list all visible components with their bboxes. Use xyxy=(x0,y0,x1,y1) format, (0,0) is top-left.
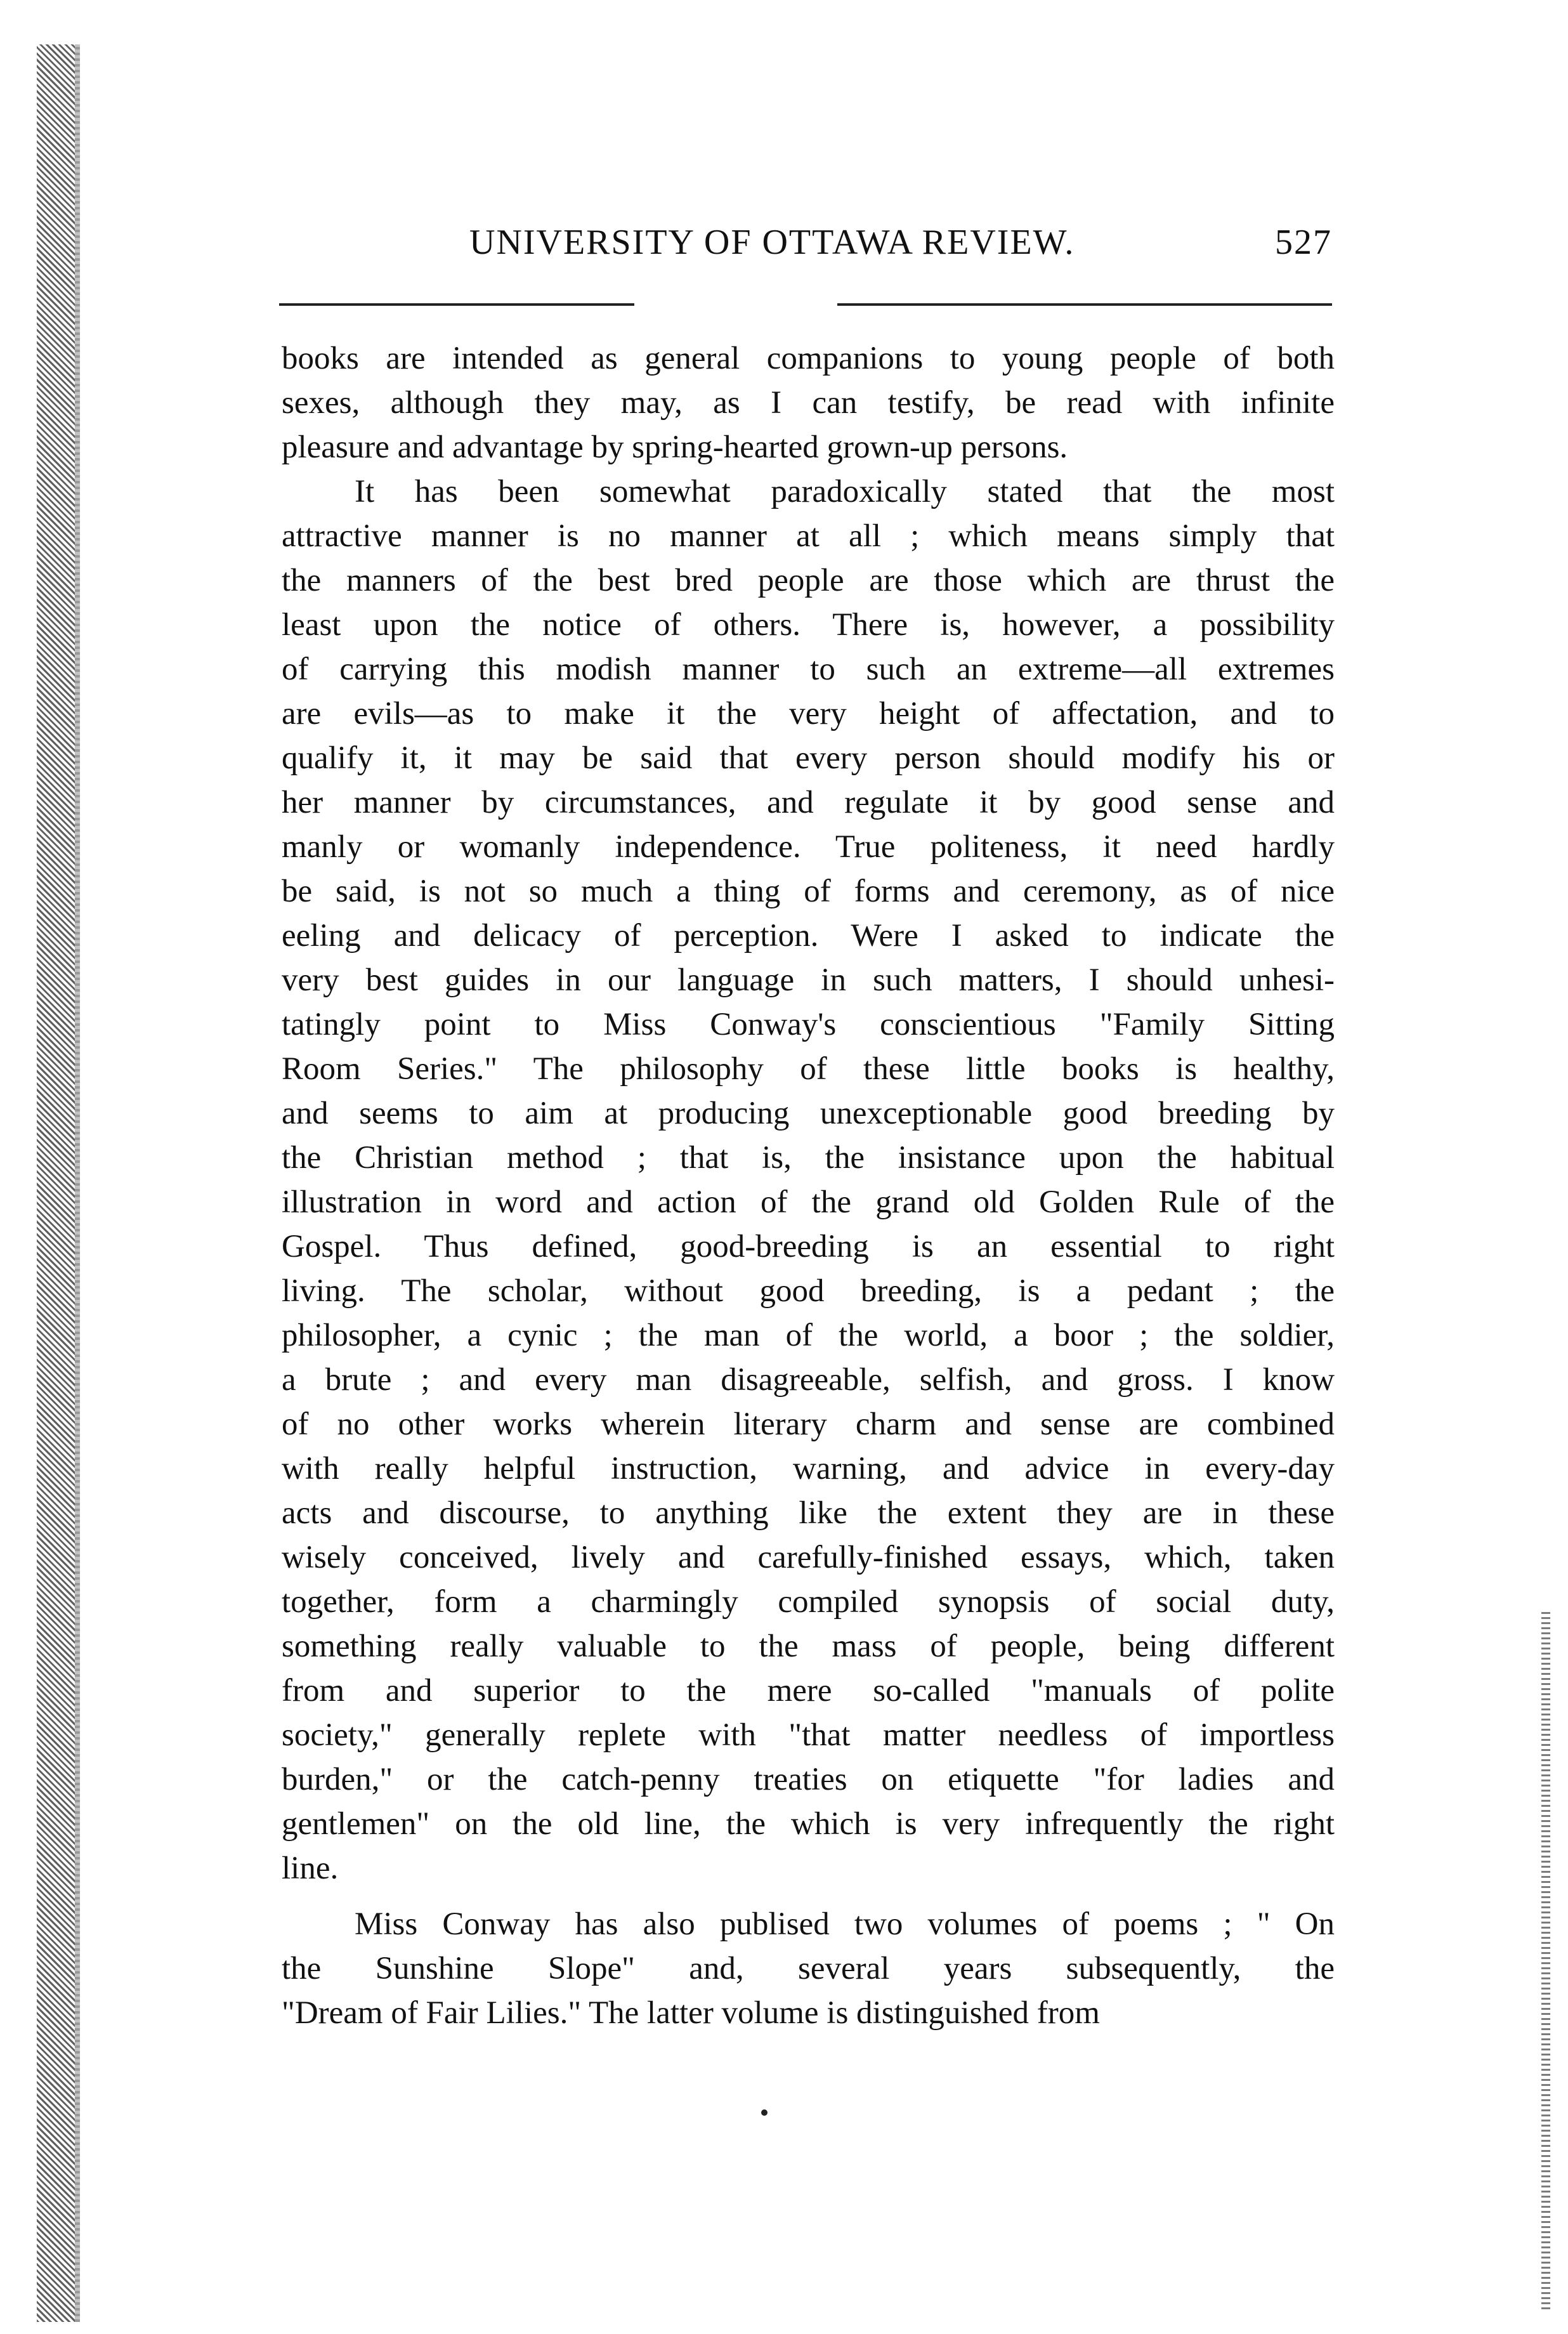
text-line: something really valuable to the mass of people, being different xyxy=(282,1629,1335,1664)
text-line: qualify it, it may be said that every person should modify his or xyxy=(282,740,1335,776)
text-line: be said, is not so much a thing of forms and ceremony, as of nice xyxy=(282,874,1335,909)
text-line: are evils—as to make it the very height of affectation, and to xyxy=(282,696,1335,731)
header-rule-left xyxy=(279,303,634,306)
text-line: living. The scholar, without good breeding, is a pedant ; the xyxy=(282,1273,1335,1309)
text-line: the manners of the best bred people are those which are thrust the xyxy=(282,563,1335,598)
text-line: and seems to aim at producing unexceptionable good breeding by xyxy=(282,1096,1335,1131)
text-line: pleasure and advantage by spring-hearted grown-up persons. xyxy=(282,429,1068,465)
ink-speck xyxy=(761,2109,768,2116)
text-line: "Dream of Fair Lilies." The latter volume is distinguished from xyxy=(282,1995,1100,2031)
text-line: the Christian method ; that is, the insistance upon the habitual xyxy=(282,1140,1335,1176)
text-line: manly or womanly independence. True politeness, it need hardly xyxy=(282,829,1335,865)
text-line: books are intended as general companions to young people of both xyxy=(282,341,1335,376)
text-line: a brute ; and every man disagreeable, selfish, and gross. I know xyxy=(282,1362,1335,1398)
text-line: illustration in word and action of the grand old Golden Rule of the xyxy=(282,1184,1335,1220)
paragraph xyxy=(282,469,1335,1891)
text-line: Room Series." The philosophy of these little books is healthy, xyxy=(282,1051,1335,1087)
gutter-shadow xyxy=(75,44,80,2322)
text-line: attractive manner is no manner at all ; which means simply that xyxy=(282,518,1335,554)
text-line: sexes, although they may, as I can testify, be read with infinite xyxy=(282,385,1335,421)
text-line: philosopher, a cynic ; the man of the world, a boor ; the soldier, xyxy=(282,1318,1335,1353)
text-line: together, form a charmingly compiled synopsis of social duty, xyxy=(282,1584,1335,1620)
text-line: gentlemen" on the old line, the which is very infrequently the right xyxy=(282,1806,1335,1842)
text-line: the Sunshine Slope" and, several years subsequently, the xyxy=(282,1951,1335,1986)
book-binding-edge xyxy=(37,44,75,2322)
paragraph xyxy=(282,1902,1335,2035)
text-line: Miss Conway has also publised two volumes of poems ; " On xyxy=(355,1906,1335,1942)
text-line: least upon the notice of others. There is, however, a possibility xyxy=(282,607,1335,643)
header-rule-right xyxy=(837,303,1332,306)
text-line: It has been somewhat paradoxically stated that the most xyxy=(355,474,1335,509)
text-line: line. xyxy=(282,1851,339,1886)
journal-title: UNIVERSITY OF OTTAWA REVIEW. xyxy=(469,223,1075,262)
page-number: 527 xyxy=(1275,223,1332,262)
text-line: her manner by circumstances, and regulate it by good sense and xyxy=(282,785,1335,820)
text-line: with really helpful instruction, warning, and advice in every-day xyxy=(282,1451,1335,1486)
text-line: wisely conceived, lively and carefully-finished essays, which, taken xyxy=(282,1540,1335,1575)
text-line: eeling and delicacy of perception. Were I asked to indicate the xyxy=(282,918,1335,954)
text-line: burden," or the catch-penny treaties on etiquette "for ladies and xyxy=(282,1762,1335,1797)
text-line: tatingly point to Miss Conway's conscientious "Family Sitting xyxy=(282,1007,1335,1042)
text-line: society," generally replete with "that matter needless of importless xyxy=(282,1717,1335,1753)
text-line: Gospel. Thus defined, good-breeding is an essential to right xyxy=(282,1229,1335,1264)
text-line: acts and discourse, to anything like the extent they are in these xyxy=(282,1495,1335,1531)
text-line: of carrying this modish manner to such an extreme—all extremes xyxy=(282,652,1335,687)
article-body xyxy=(282,336,1335,2035)
text-line: from and superior to the mere so-called "manuals of polite xyxy=(282,1673,1335,1708)
text-line: of no other works wherein literary charm and sense are combined xyxy=(282,1406,1335,1442)
page-edge-noise xyxy=(1541,1611,1550,2309)
text-line: very best guides in our language in such matters, I should unhesi- xyxy=(282,962,1335,998)
paragraph xyxy=(282,336,1335,469)
